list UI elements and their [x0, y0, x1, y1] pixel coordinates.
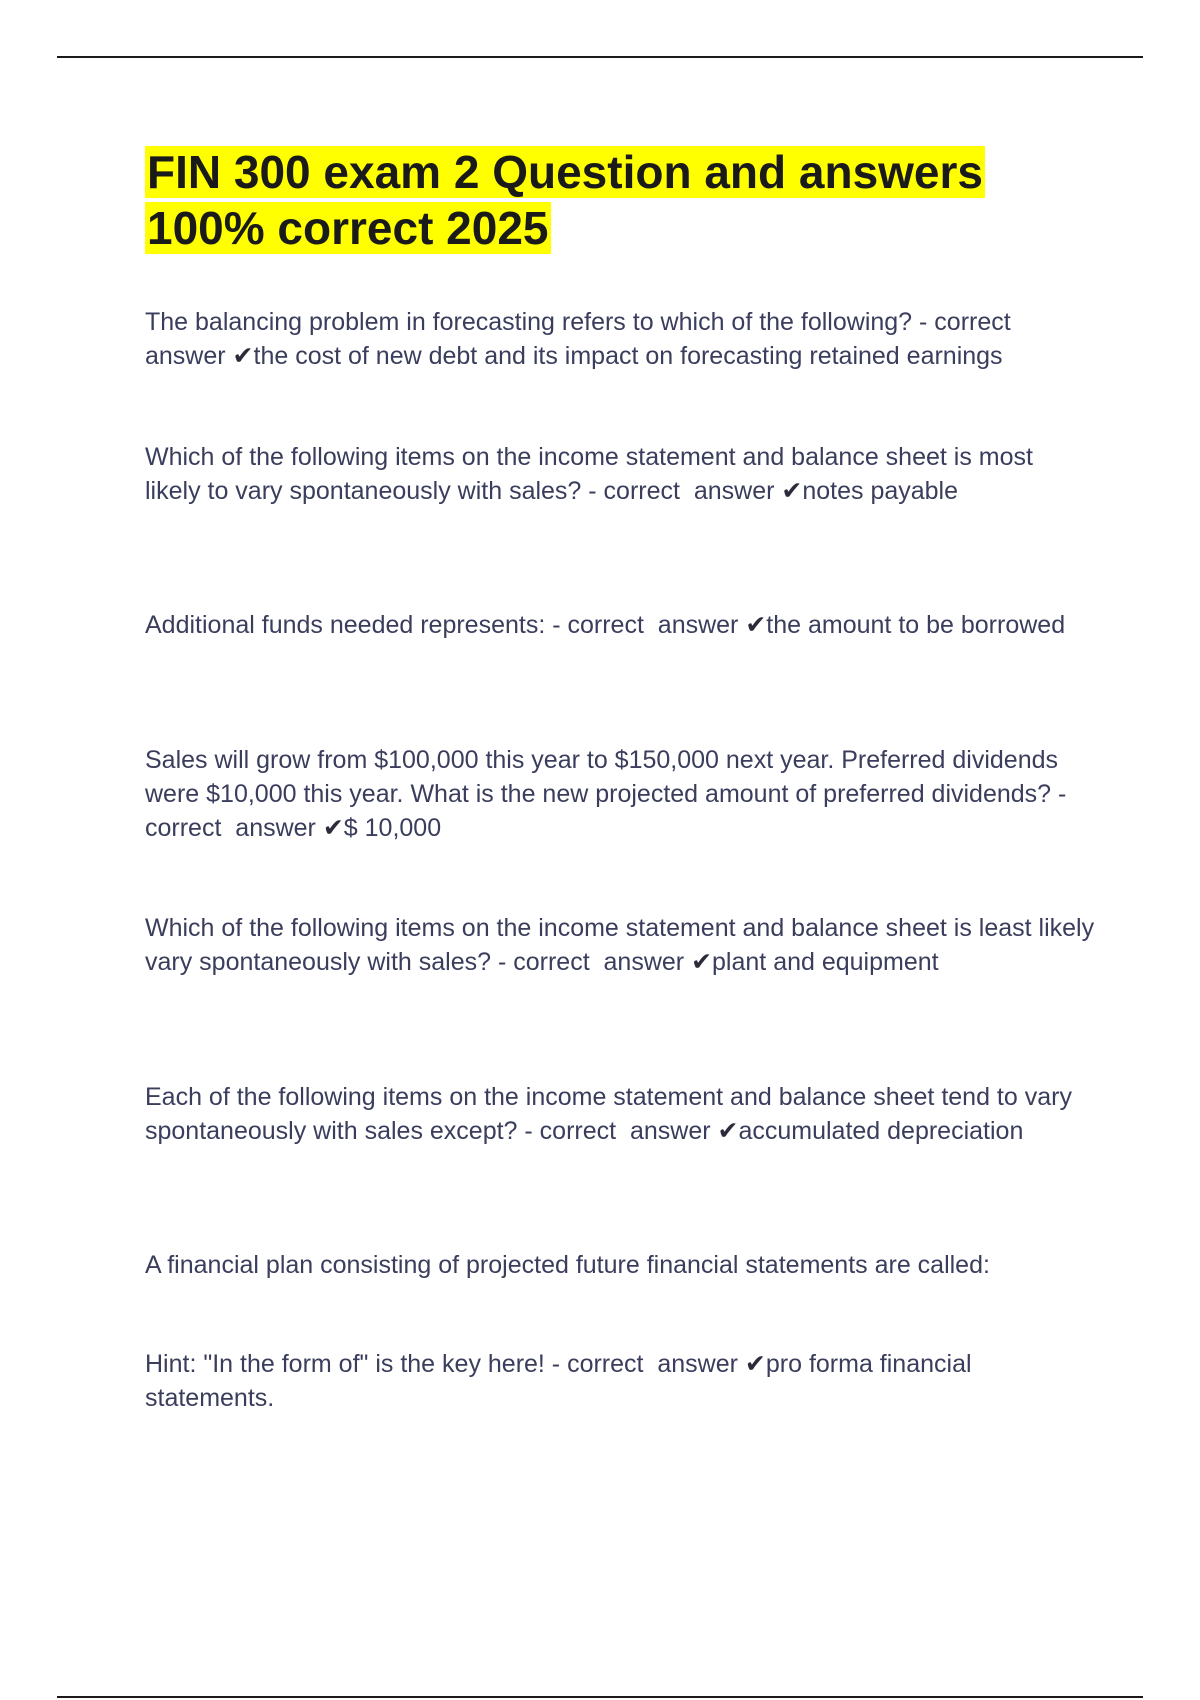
footer-rule	[57, 1696, 1143, 1698]
check-mark-icon: ✔	[744, 1350, 766, 1378]
question-text: The balancing problem in forecasting refers to which of the following? - correct answer	[145, 308, 1025, 370]
qa-item	[145, 743, 1095, 845]
answer-text: $ 10,000	[343, 814, 442, 842]
answer-text: pro forma financial statements.	[145, 1350, 979, 1412]
document-title	[145, 144, 1085, 256]
qa-item	[145, 608, 1095, 642]
check-mark-icon: ✔	[717, 1117, 739, 1145]
answer-text: notes payable	[802, 477, 959, 505]
check-mark-icon: ✔	[232, 342, 254, 370]
question-text: Additional funds needed represents: - correct answer	[145, 611, 746, 639]
qa-item	[145, 1347, 1095, 1415]
qa-item	[145, 305, 1095, 373]
question-text: A financial plan consisting of projected future financial statements are called:	[145, 1251, 990, 1279]
qa-item	[145, 440, 1095, 508]
answer-text: accumulated depreciation	[738, 1117, 1024, 1145]
question-text: Which of the following items on the income statement and balance sheet is least likely vary spontaneously with sales? - correct answer	[145, 914, 1102, 976]
check-mark-icon: ✔	[781, 477, 803, 505]
qa-item	[145, 1080, 1095, 1148]
question-text: Sales will grow from $100,000 this year to $150,000 next year. Preferred dividends were $10,000 this year. What is the new projected amount of preferred dividends? - correct answer	[145, 746, 1074, 842]
title-highlight: FIN 300 exam 2 Question and answers 100% correct 2025	[147, 146, 983, 254]
question-text: Which of the following items on the income statement and balance sheet is most likely to vary spontaneously with sales? - correct answer	[145, 443, 1040, 505]
answer-text: the amount to be borrowed	[766, 611, 1066, 639]
answer-text: the cost of new debt and its impact on forecasting retained earnings	[253, 342, 1003, 370]
check-mark-icon: ✔	[322, 814, 344, 842]
question-text: Hint: "In the form of" is the key here! - correct answer	[145, 1350, 745, 1378]
check-mark-icon: ✔	[745, 611, 767, 639]
qa-item	[145, 911, 1102, 979]
qa-item	[145, 1248, 1095, 1282]
answer-text: plant and equipment	[712, 948, 939, 976]
header-rule	[57, 56, 1143, 58]
check-mark-icon: ✔	[691, 948, 713, 976]
question-text: Each of the following items on the income statement and balance sheet tend to vary spontaneously with sales except? - correct answer	[145, 1083, 1079, 1145]
